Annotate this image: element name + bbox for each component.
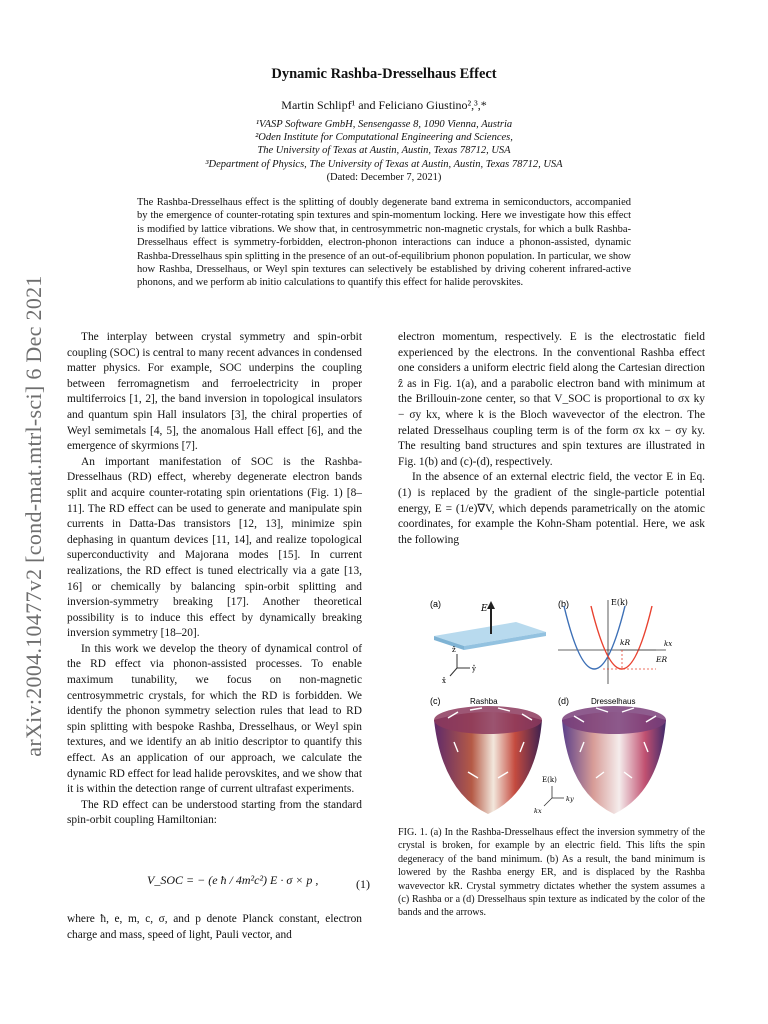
blue-band bbox=[564, 606, 625, 669]
affiliation-3: ³Department of Physics, The University of Texas at Austin, Austin, Texas 78712, USA bbox=[205, 158, 563, 170]
affiliation-1: ¹VASP Software GmbH, Sensengasse 8, 1090 Vienna, Austria bbox=[255, 119, 513, 130]
cone-axis-ky: ky bbox=[566, 795, 574, 803]
panel-d bbox=[562, 697, 666, 814]
left-column bbox=[67, 330, 362, 829]
right-column bbox=[398, 330, 705, 548]
affiliation-2: ²Oden Institute for Computational Engineering and Sciences, bbox=[255, 132, 513, 144]
k-axis-label: kx bbox=[664, 640, 673, 648]
equation-number: (1) bbox=[356, 877, 370, 891]
panel-a bbox=[434, 601, 546, 685]
axis-x-label: x̂ bbox=[442, 677, 446, 685]
left-column-after-equation bbox=[67, 912, 362, 943]
author-list: Martin Schlipf¹ and Feliciano Giustino²,³,* bbox=[281, 98, 487, 112]
arxiv-sidebar bbox=[10, 236, 58, 796]
axis-x bbox=[450, 668, 457, 676]
paragraph: The RD effect can be understood starting from the standard spin-orbit coupling Hamiltonian: bbox=[67, 798, 362, 827]
cone-axis-e: E(k) bbox=[542, 776, 557, 784]
panel-label-a: (a) bbox=[430, 599, 441, 609]
equation-1 bbox=[67, 873, 374, 895]
energy-axis-label: E(k) bbox=[611, 598, 628, 607]
er-label: ER bbox=[656, 655, 668, 664]
axis-y-label: ŷ bbox=[472, 665, 476, 673]
axis-z-label: ẑ bbox=[452, 646, 456, 654]
affiliation-2b: The University of Texas at Austin, Austin, Texas 78712, USA bbox=[257, 145, 511, 157]
dresselhaus-title: Dresselhaus bbox=[591, 697, 636, 706]
panel-label-b: (b) bbox=[558, 599, 569, 609]
paragraph: where ħ, e, m, c, σ, and p denote Planck constant, electron charge and mass, speed of light, Pauli vector, and bbox=[67, 913, 362, 941]
figure-1 bbox=[398, 592, 705, 820]
panel-b bbox=[558, 598, 672, 684]
panel-c bbox=[434, 697, 542, 814]
affiliations bbox=[0, 118, 768, 184]
abstract: The Rashba-Dresselhaus effect is the splitting of doubly degenerate band extrema in semiconductors, accompanied by the emergence of counter-rotating spin textures and spin-momentum locking. Here we investigate how this effect is modified by lattice vibrations. We show that, in centrosymmetric non-magnetic crystals, for which a bulk Rashba-Dresselhaus effect is symmetry-forbidden, electron-phonon interactions can induce a phonon-assisted, dynamic Rashba-Dresselhaus spin splitting in the presence of an out-of-equilibrium phonon population. In particular, we show how Rashba, Dresselhaus, or Weyl spin textures can selectively be established by driving coherent infrared-active phonons, and we perform ab initio calculations to quantify this effect for halide perovskites. bbox=[137, 197, 631, 289]
equation-formula: V_SOC = − (e ħ / 4m²c²) E · σ × p , bbox=[147, 873, 319, 887]
cone-axes bbox=[534, 776, 574, 815]
field-arrowhead bbox=[487, 601, 495, 609]
rashba-rim bbox=[434, 706, 542, 734]
arxiv-identifier: arXiv:2004.10477v2 [cond-mat.mtrl-sci] 6 Dec 2021 bbox=[21, 275, 46, 757]
cone-axis-kx: kx bbox=[534, 807, 542, 815]
rashba-title: Rashba bbox=[470, 697, 498, 706]
figure-caption: FIG. 1. (a) In the Rashba-Dresselhaus effect the inversion symmetry of the crystal is broken, for example by an electric field. This lifts the spin degeneracy of the band minimum. (b) As a result, the band minimum is lowered by the Rashba energy ER, and is displaced by the Rashba wavevector kR. Crystal symmetry dictates whether the system assumes a (c) Rashba or a (d) Dresselhaus spin texture as indicated by the color of the bands and the arrows. bbox=[398, 827, 705, 919]
panel-label-d: (d) bbox=[558, 696, 569, 706]
paragraph: An important manifestation of SOC is the Rashba-Dresselhaus (RD) effect, whereby degenerate electron bands split and acquire counter-rotating spin orientations (Fig. 1) [8–11]. The RD effect can be used to generate and manipulate spin currents in Datta-Das transistors [12, 13], minimize spin dephasing in quantum devices [11, 14], and realize topological superconductivity and Majorana modes [15]. In current realizations, the RD effect is tuned electrically via a gate [13, 16] or chemically by balancing spin-orbit splitting and inversion-symmetry breaking [17]. Another theoretical possibility is to induce this effect by dynamically breaking inversion symmetry [18–20]. bbox=[67, 455, 362, 640]
figure-1-graphic bbox=[398, 592, 705, 820]
paragraph: The interplay between crystal symmetry and spin-orbit coupling (SOC) is central to many recent advances in condensed matter physics. For example, SOC underpins the coupling between ferromagnetism and ferroelectricity in proper multiferroics [1, 2], the band inversion in topological insulators and quantum spin Hall insulators [3], the chiral properties of Weyl semimetals [4, 5], the anomalous Hall effect [6], and the emergence of skyrmions [7]. bbox=[67, 331, 362, 453]
date-line: (Dated: December 7, 2021) bbox=[326, 171, 442, 183]
paragraph: In this work we develop the theory of dynamical control of the RD effect via phonon-assisted processes. To enable maximum tunability, we focus on non-magnetic centrosymmetric crystals, for which the RD is forbidden. We identify the phonon symmetry selection rules that lead to RD spin splitting with bespoke Rashba, Dresselhaus, or Weyl spin textures, and we identify an ab initio descriptor to quantify this effect. As an application of our approach, we calculate the dynamic RD effect for lead halide perovskites, and we show that it is within the detection range of current ultrafast experiments. bbox=[67, 642, 362, 796]
kr-label: kR bbox=[620, 638, 631, 647]
paragraph: electron momentum, respectively. E is the electrostatic field experienced by the electrons. In the conventional Rashba effect one considers a uniform electric field along the Cartesian direction ẑ as in Fig. 1(a), and a parabolic electron band with minimum at the Brillouin-zone center, so that V_SOC is proportional to σx ky − σy kx, where k is the Bloch wavevector of the electron. The related Dresselhaus coupling term is of the form σx kx − σy ky. The resulting band structures and spin textures are illustrated in Fig. 1(b) and (c)-(d), respectively. bbox=[398, 331, 705, 468]
field-label: E bbox=[481, 604, 488, 614]
paper-title: Dynamic Rashba-Dresselhaus Effect bbox=[271, 66, 497, 82]
paragraph: In the absence of an external electric field, the vector E in Eq. (1) is replaced by the gradient of the single-particle potential energy, E = (1/e)∇V, which depends parametrically on the atomic coordinates, for example the Kohn-Sham potential. Here, we ask the following bbox=[398, 471, 705, 546]
panel-label-c: (c) bbox=[430, 696, 441, 706]
